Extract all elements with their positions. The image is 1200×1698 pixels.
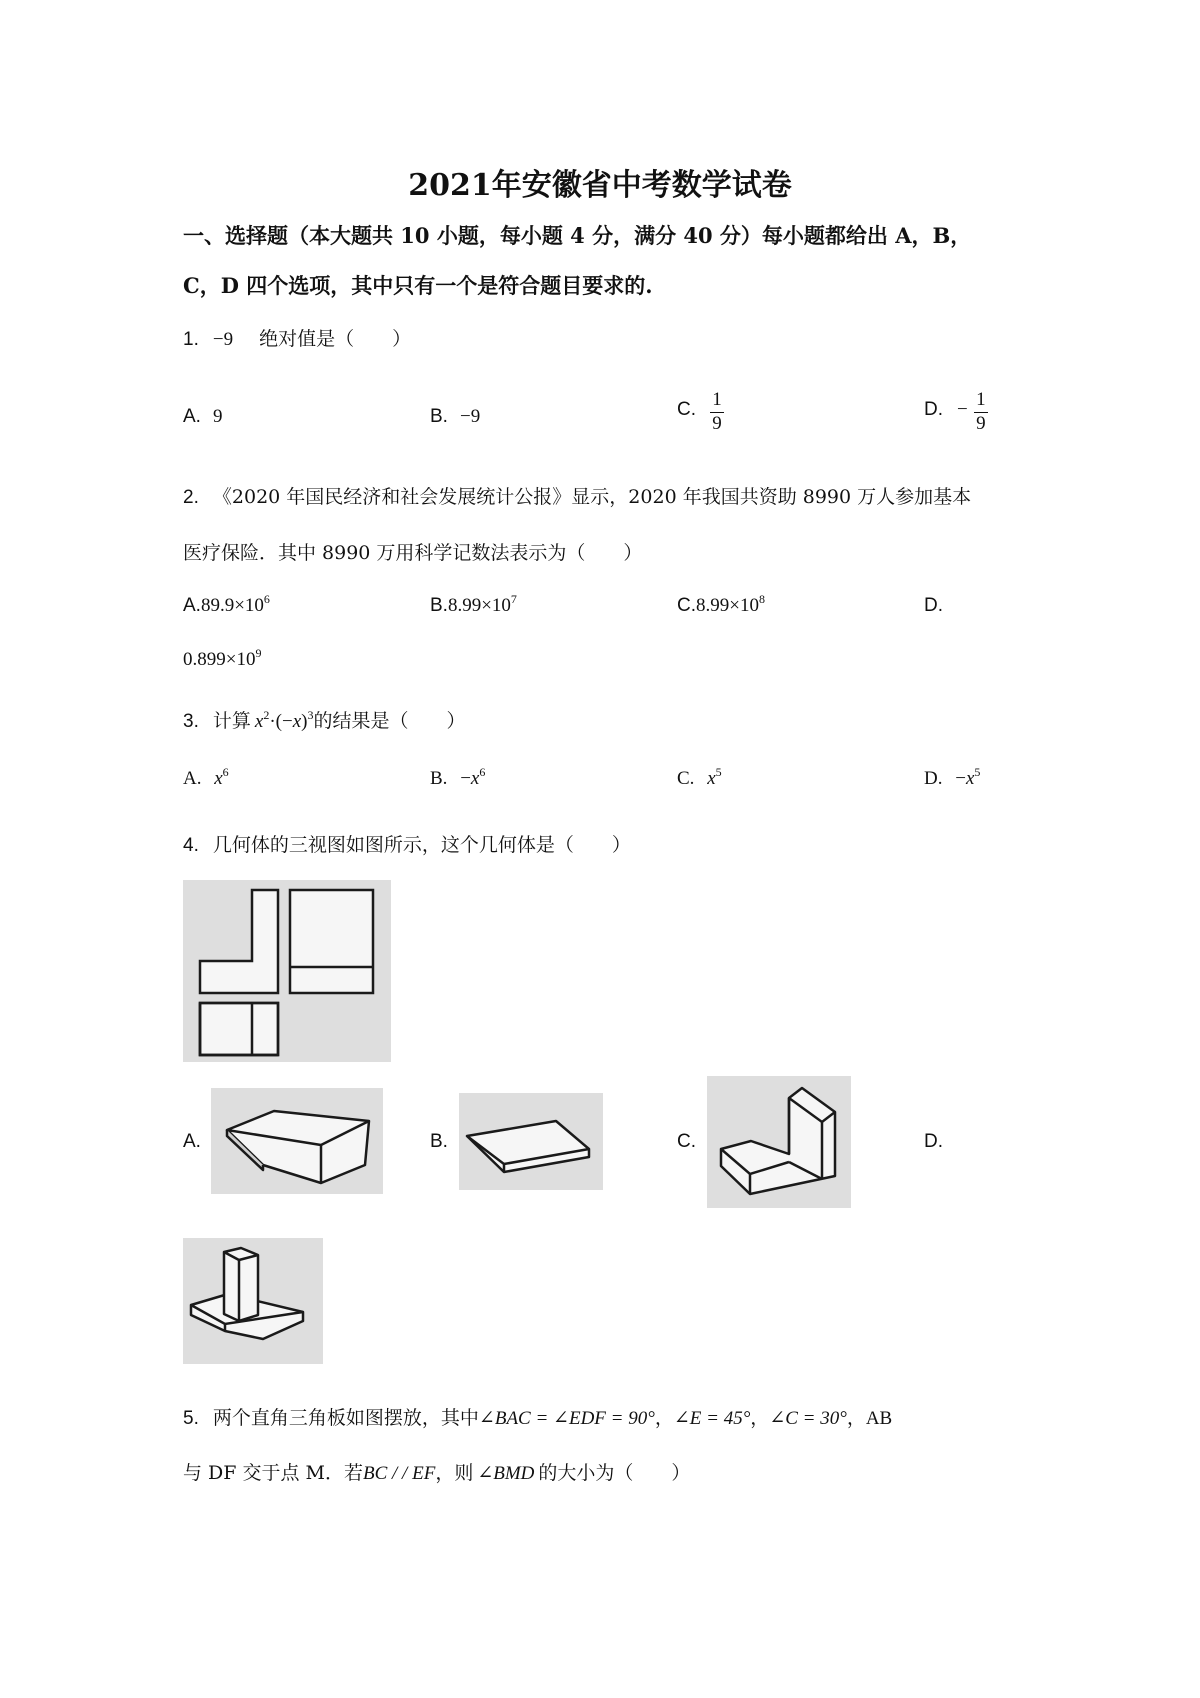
math-var: x — [254, 711, 264, 732]
q4-option-c-figure[interactable] — [707, 1076, 851, 1208]
option-value: 9 — [213, 406, 223, 427]
option-var: x — [470, 768, 480, 789]
option-label: A. — [183, 406, 201, 427]
option-sign: − — [955, 768, 966, 789]
question-number: 4. — [183, 835, 199, 856]
option-exponent: 5 — [974, 765, 981, 779]
question-number: 2. — [183, 487, 199, 508]
minus-sign: − — [957, 399, 968, 421]
option-label: C. — [677, 1131, 696, 1152]
question-text: 两个直角三角板如图摆放，其中 — [212, 1407, 479, 1429]
question-value: −9 — [212, 329, 234, 350]
q2-option-a[interactable] — [183, 594, 270, 617]
math-var: x — [292, 711, 302, 732]
q3-option-b[interactable] — [430, 765, 486, 790]
question-text: 计算 — [212, 710, 251, 732]
math-close: ) — [301, 711, 308, 732]
option-value: 0.899×10 — [183, 649, 256, 670]
option-value: 8.99×10 — [696, 595, 759, 616]
question-text: 几何体的三视图如图所示，这个几何体是（ ） — [212, 834, 631, 856]
fraction — [710, 390, 724, 435]
option-label: D. — [924, 1131, 943, 1152]
q4-option-b-figure[interactable] — [459, 1093, 603, 1190]
question-text: 《2020 年国民经济和社会发展统计公报》显示，2020 年我国共资助 8990 万人参加基本 — [212, 486, 972, 508]
question-text: 绝对值是（ ） — [259, 328, 412, 350]
option-exponent: 6 — [479, 765, 486, 779]
q1-option-c[interactable] — [677, 390, 724, 435]
fraction-numerator: 1 — [976, 389, 986, 410]
q4-option-a-figure[interactable] — [211, 1088, 383, 1194]
q4-option-c-label[interactable] — [677, 1130, 696, 1153]
q2-option-d-value[interactable] — [183, 648, 261, 671]
option-sign: − — [460, 768, 471, 789]
option-var: x — [965, 768, 975, 789]
q1-option-d[interactable] — [924, 390, 988, 435]
option-label: C. — [677, 595, 696, 616]
math-expression: ∠BMD — [477, 1463, 535, 1484]
question-text: ，AB — [846, 1408, 893, 1429]
question-text: 的结果是（ ） — [313, 710, 466, 732]
question-2 — [183, 482, 971, 509]
option-label: D. — [924, 399, 943, 421]
question-4 — [183, 830, 631, 857]
question-text: 的大小为（ ） — [538, 1462, 691, 1484]
q3-option-a[interactable] — [183, 765, 229, 790]
fraction-numerator: 1 — [712, 389, 722, 410]
option-value: 8.99×10 — [447, 595, 511, 616]
q1-option-a[interactable] — [183, 405, 223, 428]
option-label: A. — [183, 1131, 201, 1152]
q2-option-c[interactable] — [677, 594, 765, 617]
math-expression: ∠E = 45° — [673, 1408, 751, 1429]
option-label: C. — [677, 399, 696, 421]
question-number: 3. — [183, 711, 199, 732]
question-text: 与 DF 交于点 M．若 — [183, 1462, 363, 1484]
fraction-denominator: 9 — [712, 412, 722, 434]
section-header-line1: 一、选择题（本大题共 10 小题，每小题 4 分，满分 40 分）每小题都给出 A，B， — [183, 223, 972, 248]
option-label: A. — [183, 768, 202, 789]
math-expression: BC / / EF — [363, 1463, 436, 1484]
option-label: A. — [183, 595, 201, 616]
q1-option-b[interactable] — [430, 405, 480, 428]
question-5 — [183, 1403, 892, 1430]
separator: ， — [750, 1407, 770, 1429]
q2-option-b[interactable] — [430, 594, 517, 617]
math-expression: ∠BAC = ∠EDF = 90° — [478, 1408, 655, 1429]
option-label: B. — [430, 768, 448, 789]
q3-option-d[interactable] — [924, 765, 981, 790]
question-5-line2 — [183, 1458, 690, 1485]
question-text: ，则 — [435, 1462, 474, 1484]
q4-option-d-figure[interactable] — [183, 1238, 323, 1364]
q4-option-a-label[interactable] — [183, 1130, 201, 1153]
option-label: B. — [430, 1131, 448, 1152]
question-2-line2: 医疗保险．其中 8990 万用科学记数法表示为（ ） — [183, 542, 643, 564]
option-var: x — [214, 768, 223, 789]
option-exponent: 6 — [263, 592, 270, 606]
option-var: x — [707, 768, 716, 789]
option-exponent: 9 — [255, 646, 262, 660]
separator: ， — [654, 1407, 674, 1429]
question-1 — [183, 324, 411, 351]
option-value: −9 — [460, 406, 481, 427]
option-label: B. — [430, 595, 448, 616]
option-exponent: 6 — [222, 765, 229, 779]
math-expression: ∠C = 30° — [769, 1408, 847, 1429]
question-number: 1. — [183, 329, 199, 350]
question-number: 5. — [183, 1408, 199, 1429]
option-label: D. — [924, 595, 943, 616]
q2-option-d-label[interactable] — [924, 594, 943, 617]
question-3 — [183, 706, 466, 733]
option-exponent: 7 — [510, 592, 517, 606]
math-op: ·(− — [269, 711, 293, 732]
page-title: 2021年安徽省中考数学试卷 — [408, 168, 792, 203]
math-exponent: 3 — [307, 708, 314, 722]
math-exponent: 2 — [263, 708, 270, 722]
q4-option-d-label[interactable] — [924, 1130, 943, 1153]
q4-option-b-label[interactable] — [430, 1130, 448, 1153]
fraction-denominator: 9 — [976, 412, 986, 434]
fraction — [974, 390, 988, 435]
option-label: B. — [430, 406, 448, 427]
option-label: C. — [677, 768, 695, 789]
q3-option-c[interactable] — [677, 765, 722, 790]
section-header-line2: C，D 四个选项，其中只有一个是符合题目要求的. — [183, 273, 653, 298]
option-value: 89.9×10 — [200, 595, 264, 616]
option-exponent: 5 — [715, 765, 722, 779]
three-view-figure — [183, 880, 391, 1062]
option-label: D. — [924, 768, 943, 789]
option-exponent: 8 — [758, 592, 765, 606]
